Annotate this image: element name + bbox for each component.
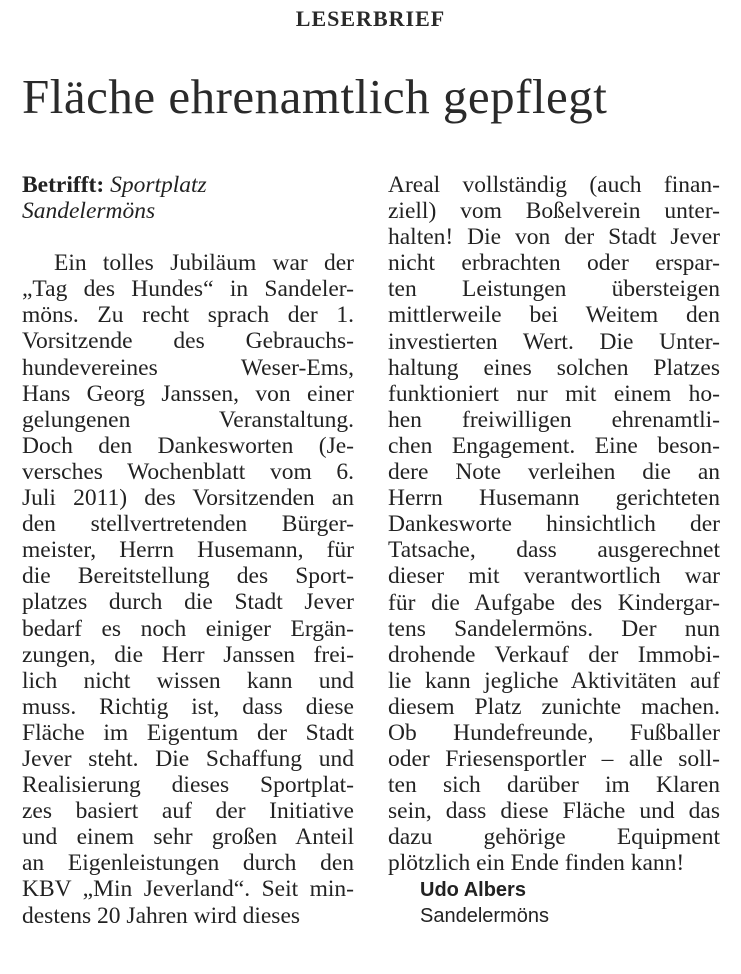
text-line: diesem Platz zunichte machen.: [388, 693, 720, 720]
text-line: Juli 2011) des Vorsitzenden an: [22, 485, 354, 512]
author-name: Udo Albers: [420, 878, 526, 901]
text-line: halten! Die von der Stadt Jever: [388, 224, 720, 251]
topic-label: Betrifft:: [22, 172, 105, 198]
text-line: ziell) vom Boßelverein unter-: [388, 198, 720, 225]
text-line: KBV „Min Jeverland“. Seit min-: [22, 876, 354, 903]
text-line: muss. Richtig ist, dass diese: [22, 693, 354, 720]
text-line: Hans Georg Janssen, von einer: [22, 380, 354, 407]
text-line: hen freiwilligen ehrenamtli-: [388, 406, 720, 433]
article-column-left: [22, 172, 354, 929]
text-line: plötzlich ein Ende finden kann!: [388, 850, 685, 877]
text-line: Vorsitzende des Gebrauchs-: [22, 328, 354, 355]
text-line: sein, dass diese Fläche und das: [388, 798, 720, 825]
text-line: zes basiert auf der Initiative: [22, 798, 354, 825]
section-kicker: LESERBRIEF: [295, 6, 446, 31]
text-line: destens 20 Jahren wird dieses: [22, 902, 301, 929]
text-line: dere Note verleihen die an: [388, 459, 720, 486]
text-line: investierten Wert. Die Unter-: [388, 328, 720, 355]
topic-reference: [22, 172, 354, 224]
text-line: versches Wochenblatt vom 6.: [22, 458, 354, 485]
text-line: Fläche im Eigentum der Stadt: [22, 719, 354, 746]
text-line: lie kann jegliche Aktivitäten auf: [388, 667, 720, 694]
text-line: drohende Verkauf der Immobi-: [388, 641, 720, 668]
text-line: platzes durch die Stadt Jever: [22, 589, 354, 616]
headline: Fläche ehrenamtlich gepflegt: [22, 69, 608, 124]
body-text-left: [22, 250, 354, 928]
text-line: dazu gehörige Equipment: [388, 824, 720, 851]
text-line: bedarf es noch einiger Ergän-: [22, 615, 354, 642]
text-line: ten Leistungen übersteigen: [388, 276, 720, 303]
text-line: den stellvertretenden Bürger-: [22, 511, 354, 538]
text-line: hundevereines Weser-Ems,: [22, 354, 354, 381]
text-line: Tatsache, dass ausgerechnet: [388, 537, 720, 564]
author-place: Sandelermöns: [420, 904, 549, 927]
text-line: Jever steht. Die Schaffung und: [22, 745, 354, 772]
text-line: lich nicht wissen kann und: [22, 667, 354, 694]
text-line: an Eigenleistungen durch den: [22, 850, 354, 877]
text-line: Herrn Husemann gerichteten: [388, 485, 720, 512]
text-line: und einem sehr großen Anteil: [22, 824, 354, 851]
text-line: Ein tolles Jubiläum war der: [54, 250, 354, 277]
text-line: möns. Zu recht sprach der 1.: [22, 302, 354, 329]
text-line: ten sich darüber im Klaren: [388, 772, 720, 799]
text-line: oder Friesensportler – alle soll-: [388, 746, 720, 773]
text-line: Ob Hundefreunde, Fußballer: [388, 719, 720, 746]
text-line: haltung eines solchen Platzes: [388, 354, 720, 381]
text-line: „Tag des Hundes“ in Sandeler-: [22, 276, 354, 303]
text-line: dieser mit verantwortlich war: [388, 563, 720, 590]
text-line: tens Sandelermöns. Der nun: [388, 615, 720, 642]
text-line: meister, Herrn Husemann, für: [22, 537, 354, 564]
text-line: chen Engagement. Eine beson-: [388, 432, 720, 459]
text-line: Areal vollständig (auch finan-: [388, 172, 720, 198]
text-line: funktioniert nur mit einem ho-: [388, 380, 720, 407]
text-line: Doch den Dankesworten (Je-: [22, 432, 354, 459]
text-line: für die Aufgabe des Kindergar-: [388, 589, 720, 616]
text-line: Realisierung dieses Sportplat-: [22, 772, 354, 799]
text-line: die Bereitstellung des Sport-: [22, 563, 354, 590]
text-line: mittlerweile bei Weitem den: [388, 302, 720, 329]
text-line: zungen, die Herr Janssen frei-: [22, 641, 354, 668]
article-column-right: [388, 172, 720, 929]
topic-value-line2: Sandelermöns: [22, 198, 156, 225]
text-line: nicht erbrachten oder erspar-: [388, 250, 720, 277]
text-line: gelungenen Veranstaltung.: [22, 406, 354, 433]
topic-value-line1: Sportplatz: [110, 172, 207, 198]
text-line: Dankesworte hinsichtlich der: [388, 511, 720, 538]
body-text-right: [388, 172, 720, 877]
